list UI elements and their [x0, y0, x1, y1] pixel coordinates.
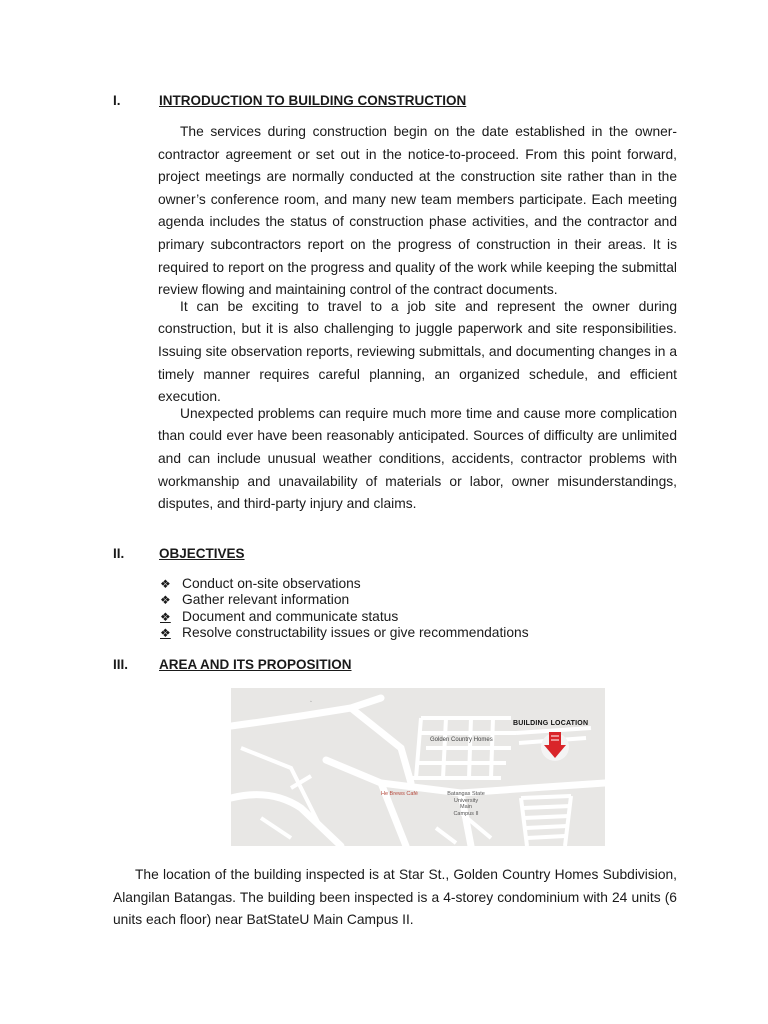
objective-item: ❖ Conduct on-site observations [160, 576, 361, 591]
section-2-title: OBJECTIVES [159, 546, 245, 561]
diamond-bullet-icon: ❖ [160, 609, 171, 624]
location-paragraph: The location of the building inspected is at Star St., Golden Country Homes Subdivision, Alangilan Batangas. The building been inspected is a 4-storey condominium with 24 units (6 units each floor) near BatStateU Main Campus II. [113, 867, 677, 928]
diamond-bullet-icon: ❖ [160, 626, 171, 641]
objective-item: ❖ Document and communicate status [160, 608, 399, 624]
objective-item: ❖ Resolve constructability issues or give recommendations [160, 625, 529, 641]
map-svg [231, 688, 605, 846]
intro-paragraph-2: It can be exciting to travel to a job site and represent the owner during construction, but it is also challenging to juggle paperwork and site responsibilities. Issuing site observation reports, reviewing submittals, and documenting changes in a timely manner requires careful planning, an organized schedule, and efficient execution. [158, 298, 677, 405]
objective-item: ❖ Gather relevant information [160, 592, 350, 608]
intro-paragraph-3: Unexpected problems can require much more time and cause more complication than could ever have been reasonably anticipated. Sources of difficulty are unlimited and can include unusual weather conditions, accidents, contractor problems with workmanship and unavailability of materials or labor, owner misunderstandings, disputes, and third-party injury and claims. [158, 405, 677, 512]
section-1-body [158, 121, 677, 516]
section-1-number: I. [113, 93, 121, 108]
section-2-heading [113, 546, 245, 561]
building-location-label: BUILDING LOCATION [513, 720, 589, 727]
section-1-heading [113, 93, 466, 108]
section-3-title: AREA AND ITS PROPOSITION [159, 657, 352, 672]
section-3-number: III. [113, 657, 129, 672]
section-3-heading [113, 657, 352, 672]
objectives-list [160, 576, 529, 642]
diamond-bullet-icon: ❖ [160, 577, 171, 591]
cafe-label: He Brews Café [381, 791, 418, 797]
intro-paragraph-1: The services during construction begin on the date established in the owner-contractor agreement or set out in the notice-to-proceed. From this point forward, project meetings are normally conducted at the construction site rather than in the owner’s conference room, and many new team members participate. Each meeting agenda includes the status of construction phase activities, and the contractor and primary subcontractors report on the progress of construction in their areas. It is required to report on the progress and quality of the work while keeping the submittal review flowing and maintaining control of the contract documents. [158, 124, 677, 298]
location-map [231, 688, 605, 846]
section-2-number: II. [113, 546, 125, 561]
golden-country-homes-label: Golden Country Homes [430, 737, 493, 743]
diamond-bullet-icon: ❖ [160, 593, 171, 608]
university-label: Batangas State University Main Campus II [447, 791, 485, 817]
svg-text:◦: ◦ [310, 699, 312, 705]
section-1-title: INTRODUCTION TO BUILDING CONSTRUCTION [159, 93, 467, 108]
